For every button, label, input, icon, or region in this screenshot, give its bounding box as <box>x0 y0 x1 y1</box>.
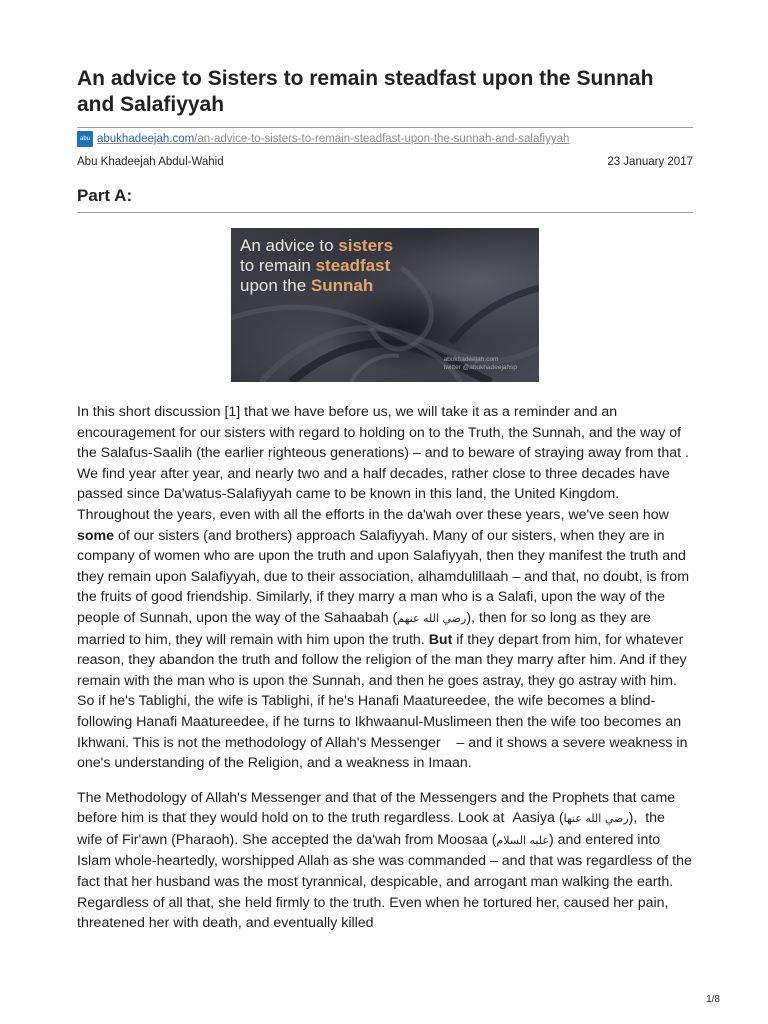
document-title: An advice to Sisters to remain steadfast upon the Sunnah and Salafiyyah <box>77 67 654 116</box>
hero-line-1: An advice to sisters <box>240 236 394 255</box>
source-row <box>77 130 569 148</box>
arabic-text: رضي الله عنهم <box>397 611 467 625</box>
arabic-text: عليه السلام <box>496 833 549 847</box>
hero-line-3: upon the Sunnah <box>240 276 374 295</box>
author-name: Abu Khadeejah Abdul-Wahid <box>77 156 224 168</box>
publish-date: 23 January 2017 <box>607 156 693 168</box>
paragraph-1: In this short discussion [1] that we have before us, we will take it as a reminder and an encouragement for our sisters with regard to holding on to the Truth, the Sunnah, and the way of the Salafus-Saalih (the earlier righteous generations) – and to beware of straying away from that . We find year after year, and nearly two and a half decades, rather close to three decades have passed since Da'watus-Salafiyyah came to be known in this land, the United Kingdom. Throughout the years, even with all the efforts in the da'wah over these years, we've seen how some of our sisters (and brothers) approach Salafiyyah. Many of our sisters, when they are in company of women who are upon the truth and upon Salafiyyah, then they manifest the truth and they remain upon Salafiyyah, due to their association, alhamdulillaah – and that, no doubt, is from the fruits of good friendship. Similarly, if they marry a man who is a Salafi, upon the way of the people of Sunnah, upon the way of the Sahaabah (رضي الله عنهم), then for so long as they are married to him, they will remain with him upon the truth. But if they depart from him, for whatever reason, they abandon the truth and follow the religion of the man they marry after him. And if they remain with the man who is upon the Sunnah, and then he goes astray, they go astray with him. So if he's Tablighi, the wife is Tablighi, if he's Hanafi Maatureedee, the wife becomes a blind-following Hanafi Maatureedee, if he turns to Ikhwaanul-Muslimeen then the wife too becomes an Ikhwani. This is not the methodology of Allah's Messenger – and it shows a severe weakness in one's understanding of the Religion, and a weakness in Imaan. <box>77 404 690 772</box>
arabic-text: رضي الله عنها <box>563 812 629 826</box>
source-domain: abukhadeejah.com <box>97 133 195 145</box>
hero-line-2: to remain steadfast <box>240 256 391 275</box>
site-favicon-icon: abu <box>77 131 93 147</box>
section-heading: Part A: <box>77 186 133 205</box>
source-path: /an-advice-to-sisters-to-remain-steadfast-upon-the-sunnah-and-salafiyyah <box>194 133 570 145</box>
hero-caption <box>240 236 393 296</box>
source-link[interactable] <box>97 133 569 145</box>
article-body <box>77 402 693 948</box>
section-divider <box>77 212 693 213</box>
page-number: 1/8 <box>706 994 720 1005</box>
title-divider <box>77 127 693 128</box>
paragraph-2: The Methodology of Allah's Messenger and that of the Messengers and the Prophets that came before him is that they would hold on to the truth regardless. Look at Aasiya (رضي الله عنها), the wife of Fir'awn (Pharaoh). She accepted the da'wah from Moosaa (عليه السلام) and entered into Islam whole-heartedly, worshipped Allah as she was commanded – and that was regardless of the fact that her husband was the most tyrannical, despicable, and arrogant man walking the earth. Regardless of all that, she held firmly to the truth. Even when he tortured her, caused her pain, threatened her with death, and eventually killed <box>77 789 692 932</box>
hero-image <box>231 228 539 382</box>
hero-credit: abukhadeejah.com twitter @abukhadeejahsp <box>443 356 517 371</box>
byline-row <box>77 156 693 168</box>
